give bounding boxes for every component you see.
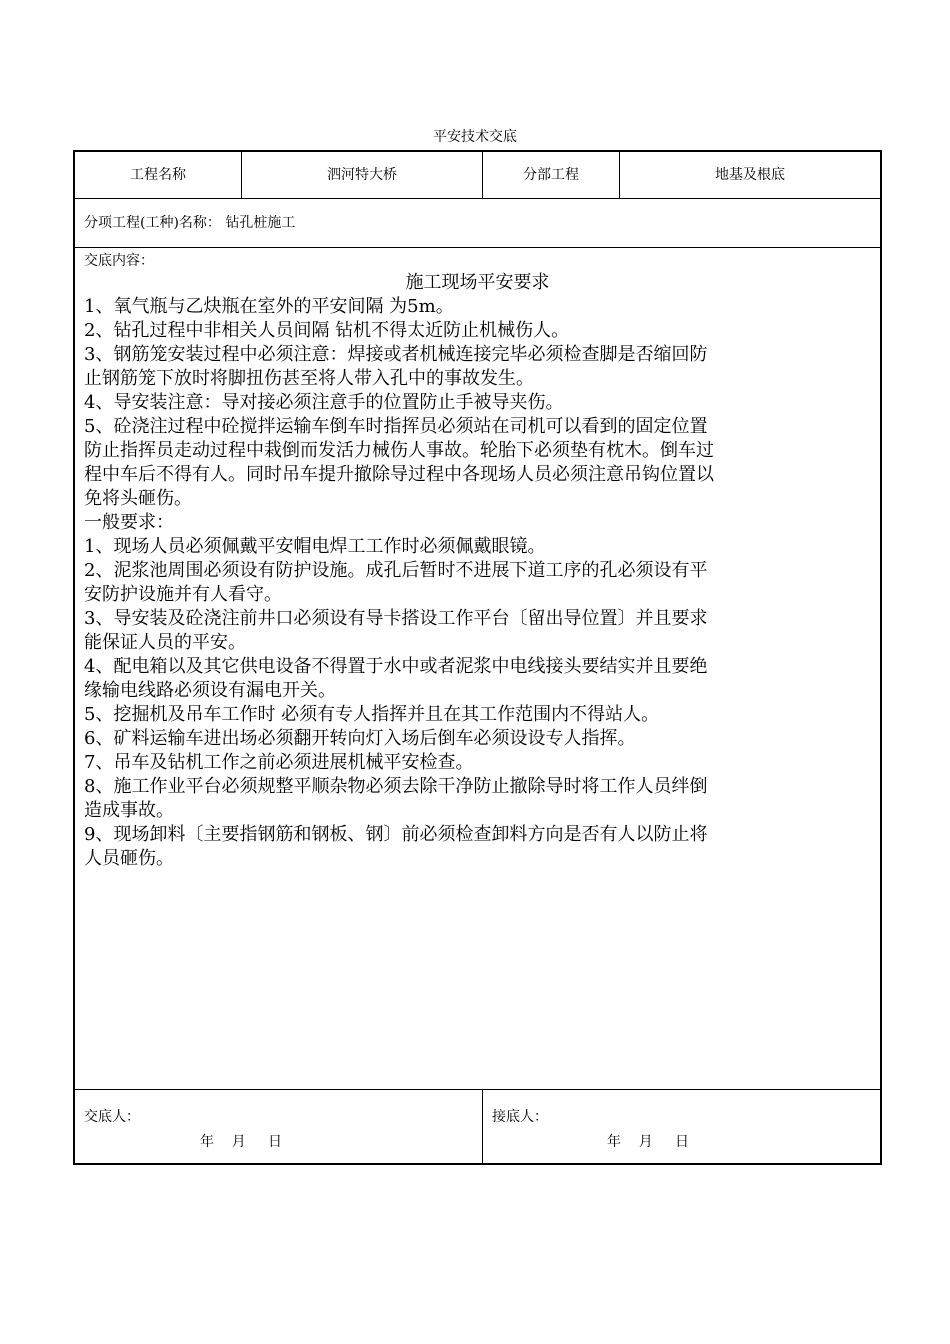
content-line: 缘输电线路必须设有漏电开关。: [84, 680, 336, 701]
content-line: 5、砼浇注过程中砼搅拌运输车倒车时指挥员必须站在司机可以看到的固定位置: [84, 416, 708, 437]
receiver-cell: [483, 1090, 880, 1163]
content-line: 3、钢筋笼安装过程中必须注意：焊接或者机械连接完毕必须检查脚是否缩回防: [84, 344, 708, 365]
content-line: 防止指挥员走动过程中栽倒而发活力械伤人事故。轮胎下必须垫有枕木。倒车过: [84, 440, 714, 461]
content-line: 9、现场卸料〔主要指钢筋和钢板、钢〕前必须检查卸料方向是否有人以防止将: [84, 824, 708, 845]
content-line: 2、钻孔过程中非相关人员间隔 钻机不得太近防止机械伤人。: [84, 320, 570, 341]
content-line: 6、矿料运输车进出场必须翻开转向灯入场后倒车必须设设专人指挥。: [84, 728, 636, 749]
document-title: 平安技术交底: [433, 129, 517, 145]
disclosure-form: [73, 150, 882, 1165]
content-line: 7、吊车及钻机工作之前必须进展机械平安检查。: [84, 752, 474, 773]
receiver-label: 接底人：: [492, 1109, 548, 1125]
content-line: 一般要求：: [84, 512, 174, 533]
content-section: [75, 248, 880, 1090]
content-line: 5、挖掘机及吊车工作时 必须有专人指挥并且在其工作范围内不得站人。: [84, 704, 660, 725]
header-row: [75, 152, 880, 199]
giver-cell: [75, 1090, 482, 1163]
receiver-date: 年 月 日: [607, 1134, 690, 1150]
content-line: 4、配电箱以及其它供电设备不得置于水中或者泥浆中电线接头要结实并且要绝: [84, 656, 708, 677]
content-label: 交底内容：: [84, 253, 154, 269]
signature-row: [75, 1090, 880, 1163]
content-line: 3、导安装及砼浇注前井口必须设有导卡搭设工作平台〔留出导位置〕并且要求: [84, 608, 708, 629]
content-line: 人员砸伤。: [84, 848, 174, 869]
content-text: [84, 295, 876, 871]
content-line: 止钢筋笼下放时将脚扭伤甚至将人带入孔中的事故发生。: [84, 368, 534, 389]
subitem-row: 分项工程(工种)名称： 钻孔桩施工: [75, 199, 880, 248]
content-line: 4、导安装注意：导对接必须注意手的位置防止手被导夹伤。: [84, 392, 564, 413]
division-label: 分部工程: [523, 167, 579, 183]
content-line: 1、现场人员必须佩戴平安帽电焊工工作时必须佩戴眼镜。: [84, 536, 546, 557]
content-line: 安防护设施并有人看守。: [84, 584, 282, 605]
giver-date: 年 月 日: [200, 1134, 283, 1150]
division-value: 地基及根底: [715, 167, 785, 183]
content-line: 程中车后不得有人。同时吊车提升撤除导过程中各现场人员必须注意吊钩位置以: [84, 464, 714, 485]
content-line: 免将头砸伤。: [84, 488, 192, 509]
content-line: 8、施工作业平台必须规整平顺杂物必须去除干净防止撤除导时将工作人员绊倒: [84, 776, 708, 797]
giver-label: 交底人：: [84, 1109, 140, 1125]
content-line: 造成事故。: [84, 800, 174, 821]
content-line: 能保证人员的平安。: [84, 632, 246, 653]
content-line: 1、氧气瓶与乙炔瓶在室外的平安间隔 为5m。: [84, 296, 454, 317]
project-name-value: 泗河特大桥: [327, 167, 397, 183]
content-title: 施工现场平安要求: [405, 272, 550, 293]
project-name-label: 工程名称: [130, 167, 186, 183]
content-line: 2、泥浆池周围必须设有防护设施。成孔后暂时不进展下道工序的孔必须设有平: [84, 560, 708, 581]
